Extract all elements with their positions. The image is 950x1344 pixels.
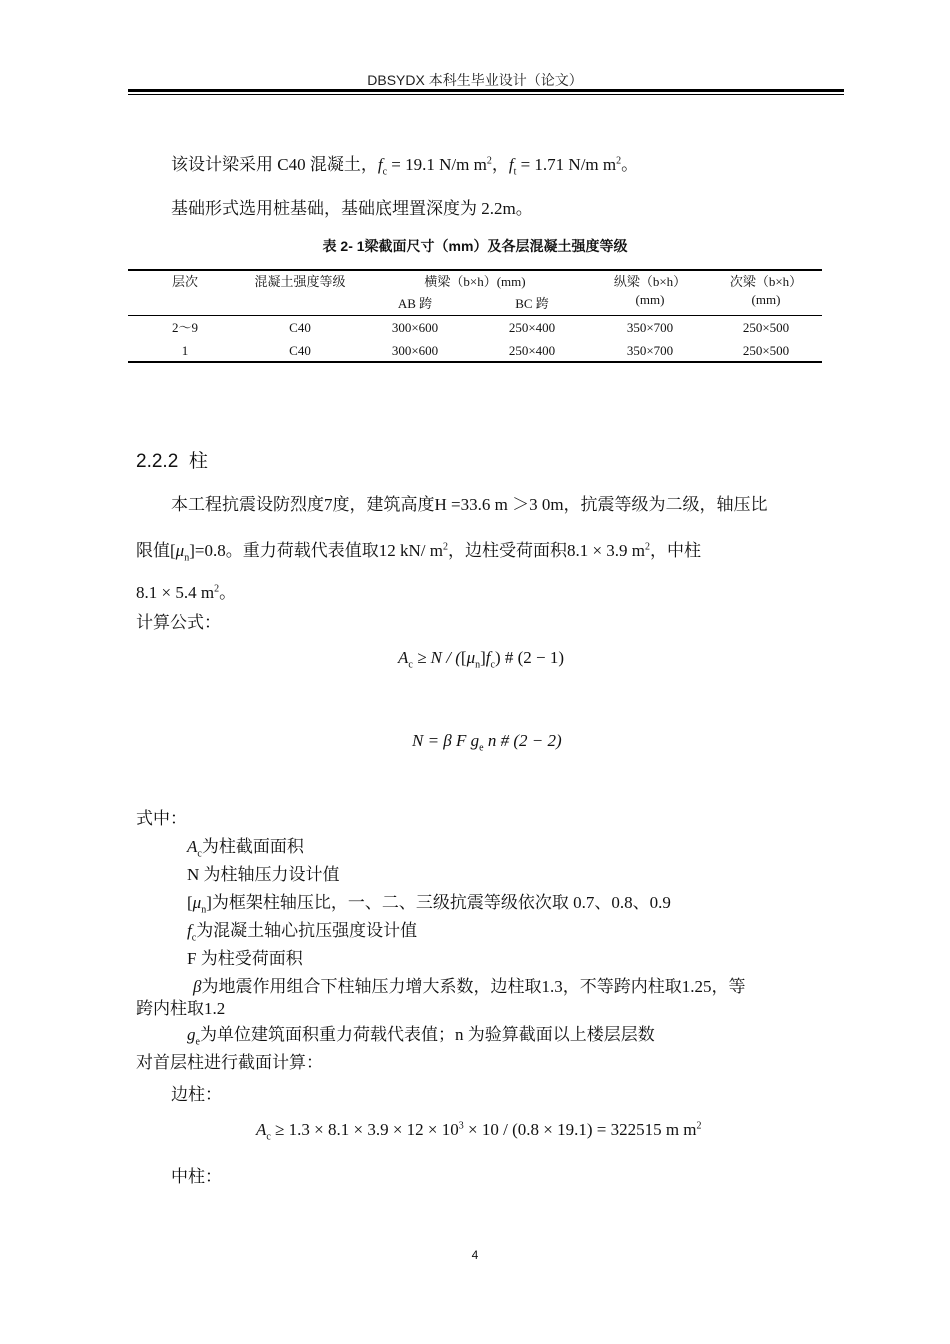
cell: 250×500 bbox=[742, 343, 790, 358]
header-longitudinal: 纵梁（b×h）(mm) bbox=[613, 274, 687, 307]
cell: C40 bbox=[289, 320, 311, 335]
cell: 250×400 bbox=[508, 343, 556, 358]
page-header: DBSYDX 本科生毕业设计（论文） bbox=[367, 72, 583, 88]
def-ge: $g_e$为单位建筑面积重力荷载代表值；n 为验算截面以上楼层层数 bbox=[187, 1025, 655, 1048]
cell: 250×500 bbox=[742, 320, 790, 335]
header-rule-thin bbox=[128, 94, 844, 95]
formula-2-2: N = β F $g_e$ n # (2 − 2) bbox=[412, 731, 562, 754]
header-floor: 层次 bbox=[171, 274, 198, 289]
table-caption: 表 2- 1梁截面尺寸（mm）及各层混凝土强度等级 bbox=[322, 238, 628, 254]
cell: 1 bbox=[181, 343, 189, 358]
def-mu: $[\mu_n]$为框架柱轴压比，一、二、三级抗震等级依次取 0.7、0.8、0.9 bbox=[187, 893, 671, 916]
header-grade: 混凝土强度等级 bbox=[254, 274, 346, 289]
middle-column-label: 中柱： bbox=[171, 1167, 222, 1186]
edge-column-result: $A_c \ge 1.3 \times 8.1 \times 3.9 \times 12 \times 10^3 \times 10 / (0.8 \times 19.1) = 322515$ m $m^2$ bbox=[256, 1120, 702, 1143]
def-beta-cont: 跨内柱取1.2 bbox=[136, 999, 226, 1018]
foundation-paragraph: 基础形式选用桩基础，基础底埋置深度为 2.2m。 bbox=[171, 199, 533, 218]
cell: 250×400 bbox=[508, 320, 556, 335]
def-n: N 为柱轴压力设计值 bbox=[187, 865, 340, 884]
table-bottom-rule bbox=[128, 361, 822, 363]
definitions-label: 式中： bbox=[136, 809, 187, 828]
column-paragraph-line3: 8.1 × 5.4 $m^2$。 bbox=[136, 583, 237, 602]
cell: 2～9 bbox=[171, 320, 198, 335]
table-top-rule bbox=[128, 269, 822, 271]
header-secondary: 次梁（b×h）(mm) bbox=[729, 274, 803, 307]
cell: 300×600 bbox=[391, 343, 439, 358]
cell: 350×700 bbox=[626, 343, 674, 358]
header-rule-thick bbox=[128, 89, 844, 92]
def-ac: $A_c$为柱截面面积 bbox=[187, 837, 304, 860]
cell: 300×600 bbox=[391, 320, 439, 335]
table-header-rule bbox=[128, 315, 822, 316]
page-number: 4 bbox=[471, 1248, 479, 1262]
column-paragraph-line2: 限值$[\mu_n]=0.8$。重力荷载代表值取12 kN/ $m^2$，边柱受荷面积8.1 × 3.9 $m^2$，中柱 bbox=[136, 541, 702, 564]
cell: C40 bbox=[289, 343, 311, 358]
def-fc: $f_c$为混凝土轴心抗压强度设计值 bbox=[187, 921, 418, 944]
formula-2-1: $A_c \ge N / ([\mu_n]f_c)$ # (2 − 1) bbox=[398, 648, 565, 671]
column-paragraph-line1: 本工程抗震设防烈度7度，建筑高度H =33.6 m ＞3 0m，抗震等级为二级，轴压比 bbox=[171, 495, 768, 514]
def-beta: β为地震作用组合下柱轴压力增大系数，边柱取1.3，不等跨内柱取1.25，等 bbox=[193, 977, 746, 996]
calc-label: 计算公式： bbox=[136, 613, 221, 632]
edge-column-label: 边柱： bbox=[171, 1085, 222, 1104]
concrete-paragraph: 该设计梁采用 C40 混凝土，$f_c = 19.1$ N/m $m^2$，$f_t = 1.71$ N/m $m^2$。 bbox=[171, 155, 639, 178]
header-bc-span: BC 跨 bbox=[515, 296, 549, 311]
header-ab-span: AB 跨 bbox=[397, 296, 433, 311]
def-f: F 为柱受荷面积 bbox=[187, 949, 303, 968]
cell: 350×700 bbox=[626, 320, 674, 335]
section-heading: 2.2.2 柱 bbox=[136, 451, 208, 472]
first-floor-label: 对首层柱进行截面计算： bbox=[136, 1053, 323, 1072]
header-transverse: 横梁（b×h）(mm) bbox=[424, 274, 526, 289]
